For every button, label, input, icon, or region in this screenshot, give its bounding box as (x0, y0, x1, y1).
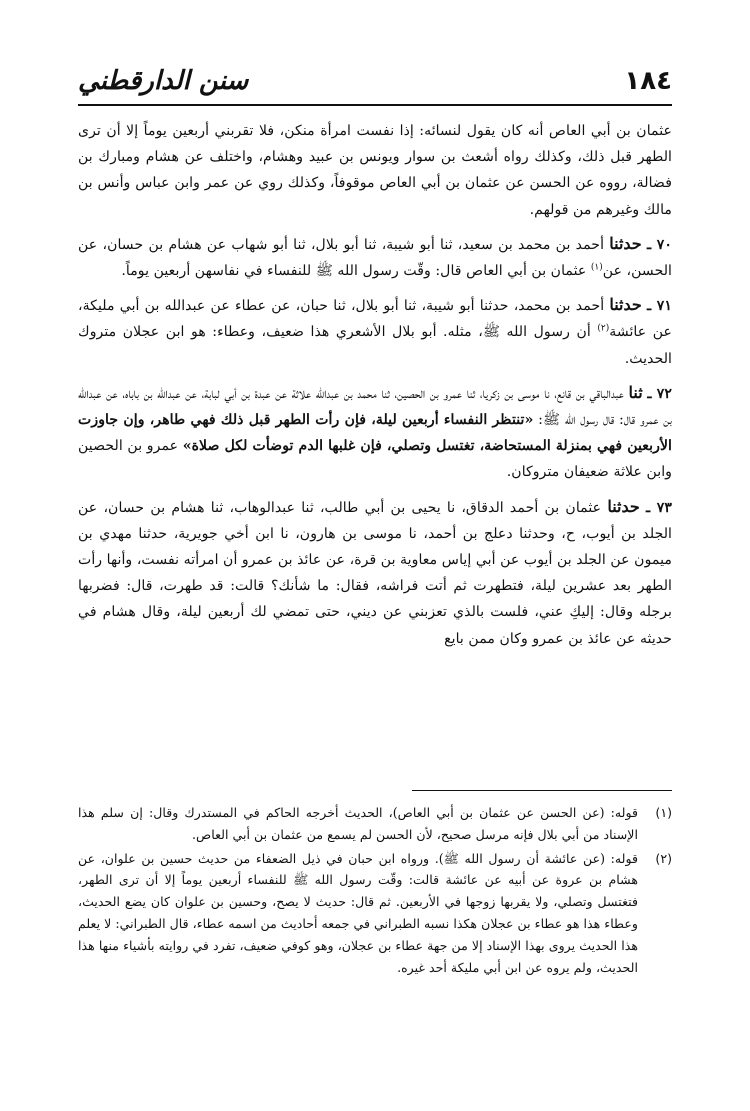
hadith-text: عثمان بن أبي العاص قال: وقّت رسول الله ﷺ للنفساء في نفاسهن أربعين يوماً. (121, 263, 591, 280)
page-number: ١٨٤ (624, 66, 672, 96)
footnote-ref-2: (٢) (597, 323, 610, 334)
footnote-ref-1: (١) (590, 262, 603, 273)
footnote-text: قوله: (عن الحسن عن عثمان بن أبي العاص)، الحديث أخرجه الحاكم في المستدرك وقال: إن سلم هذا الإسناد من أبي بلال فإنه مرسل صحيح، لأن الحسن لم يسمع من عثمان بن أبي العاص. (78, 805, 638, 842)
paragraph-continuation: عثمان بن أبي العاص أنه كان يقول لنسائه: إذا نفست امرأة منكن، فلا تقربني أربعين يوماً إلا أن ترى الطهر قبل ذلك، وكذلك رواه أشعث بن سوار ويونس بن عبيد وهشام، واختلف عن هشام ومبارك بن فضالة، رووه عن الحسن عن عثمان بن أبي العاص موقوفاً، وكذلك روي عن عمر وابن عباس وأنس بن مالك وغيرهم من قولهم. (78, 123, 672, 218)
hadith-number: ٧١ ـ (646, 298, 672, 315)
hadith-lead: ثنا (628, 382, 643, 402)
page-header (78, 58, 672, 106)
hadith-72 (78, 380, 672, 486)
hadith-text: عثمان بن أحمد الدقاق، نا يحيى بن أبي طالب، ثنا عبدالوهاب، ثنا هشام بن حسان، عن الجلد بن أيوب، ح، وحدثنا دعلج بن أحمد، نا موسى بن هارون، نا ابن أخي جويرية، حدثنا مهدي بن ميمون عن الجلد بن أيوب عن أبي إياس معاوية بن قرة، عن عائذ بن عمرو أن امرأته نفست، وأنها رأت الطهر بعد عشرين ليلة، فتطهرت ثم أتت فراشه، فقال: ما شأنك؟ قالت: قد طهرت، قال: فضربها برجله وقال: إليكِ عني، فلست بالذي تعزبني عن ديني، حتى تمضي لك أربعين ليلة، وقال هشام في حديثه عن عائذ بن عمرو وكان ممن بايع (78, 499, 672, 647)
hadith-lead: حدثنا (609, 233, 642, 253)
book-title: سنن الدارقطني (78, 66, 249, 96)
hadith-text: عمرو بن الحصين وابن علاثة ضعيفان متروكان. (78, 438, 672, 481)
hadith-text: أحمد بن محمد بن سعيد، ثنا أبو شيبة، ثنا أبو بلال، ثنا أبو شهاب عن هشام بن حسان، عن الحسن، عن (78, 236, 672, 280)
hadith-73 (78, 494, 672, 652)
hadith-lead: حدثنا (609, 295, 642, 315)
hadith-70 (78, 231, 672, 284)
footnote-number: (٢) (655, 850, 672, 866)
main-text (78, 118, 672, 652)
hadith-number: ٧٠ ـ (646, 236, 672, 253)
hadith-text: عبدالباقي بن قانع، نا موسى بن زكريا، ثنا عمرو بن الحصين، ثنا محمد بن عبدالله علاثة عن عبدة بن أبي لبابة، عن عبدالله بن باباه، عن عبدالله بن عمرو قال: قال رسول الله ﷺ: (78, 385, 672, 429)
footnote-text: قوله: (عن عائشة أن رسول الله ﷺ). ورواه ابن حبان في ذيل الضعفاء من حديث حسين بن علوان، عن هشام بن عروة عن أبيه عن عائشة قالت: وقّت رسول الله ﷺ للنفساء أربعين يوماً إلا أن ترى الطهر، فتغتسل وتصلي، ولا يقربها زوجها في الأربعين. ثم قال: حديث لا يصح، وحسين بن علوان كان يضع الحديث، وعطاء هذا هو عطاء بن عجلان هكذا نسبه الطبراني في جمعه أحاديث من اسمه عطاء، قال الطبراني: لا يعلم هذا الحديث يروى بهذا الإسناد إلا من جهة عطاء بن عجلان، وهو كوفي ضعيف، تفرد في روايته بأشياء منها هذا الحديث، ولم يروه عن ابن أبي مليكة أحد غيره. (78, 850, 638, 975)
footnote-divider (412, 790, 672, 791)
hadith-number: ٧٢ ـ (647, 385, 672, 402)
footnote (78, 802, 672, 846)
hadith-lead: حدثنا (607, 496, 640, 516)
footnotes (78, 802, 672, 980)
footnote (78, 848, 672, 979)
hadith-text: أحمد بن محمد، حدثنا أبو شيبة، ثنا أبو بلال، ثنا حبان، عن عطاء عن عبدالله بن أبي مليكة، عن عائشة (78, 298, 672, 341)
hadith-text: أن رسول الله ﷺ، مثله. أبو بلال الأشعري هذا ضعيف، وعطاء: هو ابن عجلان متروك الحديث. (78, 324, 672, 367)
hadith-quote: «تنتظر النفساء أربعين ليلة، فإن رأت الطهر قبل ذلك فهي طاهر، وإن جاوزت الأربعين فهي بمنزلة المستحاضة، تغتسل وتصلي، فإن غلبها الدم توضأت لكل صلاة» (78, 412, 672, 455)
hadith-number: ٧٣ ـ (645, 499, 672, 516)
hadith-71 (78, 292, 672, 372)
footnote-number: (١) (655, 805, 672, 820)
